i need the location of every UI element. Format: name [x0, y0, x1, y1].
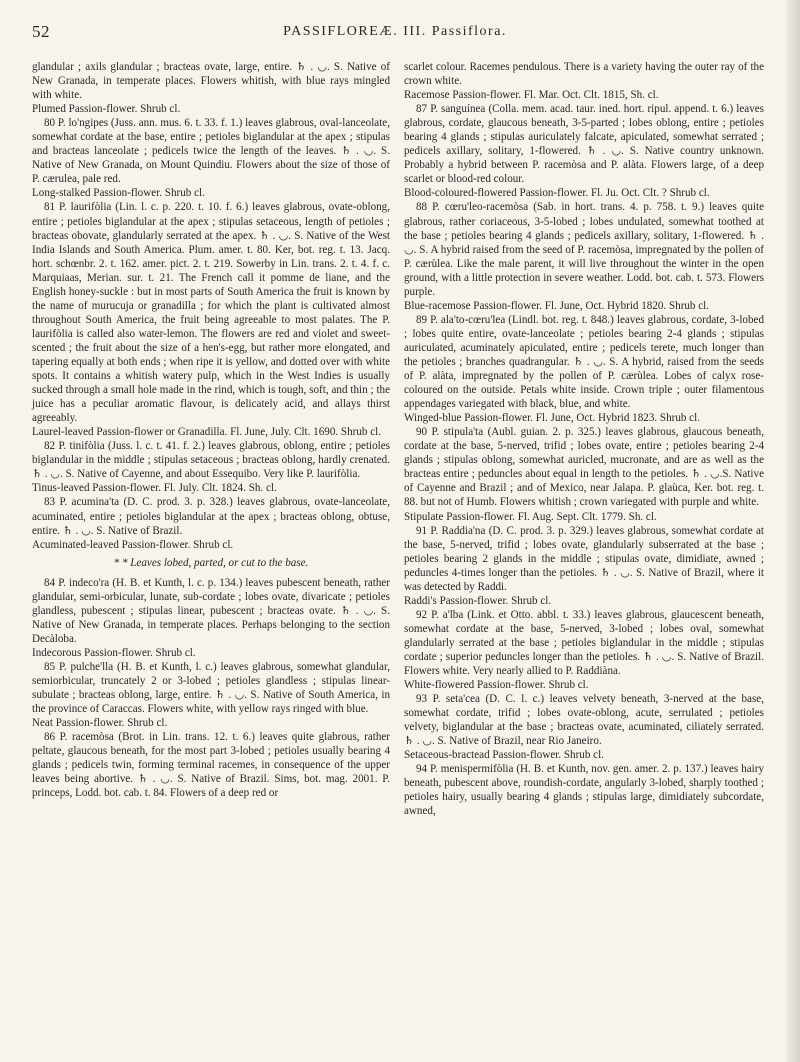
species-entry: 88 P. cœru'leo-racemòsa (Sab. in hort. trans. 4. p. 758. t. 9.) leaves quite glabrous, rather coriaceous, 3-5-lobed ; lobes undulated, somewhat toothed at the base ; petioles bearing 4 glands ; pedicels axillary, solitary, 1-flowered. ♄ . ◡. S. A hybrid raised from the seed of P. racemòsa, impregnated by the pollen of P. cærùlea. Like the male parent, it will live throughout the winter in the open ground, with a little protection in severe weather. Lodd. bot. cab. t. 573. Flowers purple. [404, 201, 764, 298]
species-entry: 81 P. laurifòlia (Lin. l. c. p. 220. t. 10. f. 6.) leaves glabrous, ovate-oblong, entire ; petioles biglandular at the apex ; stipulas setaceous, length of petioles ; bracteas obovate, glandularly serrated at the apex. ♄ . ◡. S. Native of the West India Islands and South America. Plum. amer. t. 80. Ker, bot. reg. t. 13. Jacq. hort. schœnbr. 2. t. 162. amer. pict. 2. t. 219. Sowerby in Lin. trans. 2. t. 4. f. c. Marquiaas, Merian. sur. t. 21. The French call it pomme de liane, and the English honey-suckle : but in most parts of South America the fruit is known by the name of murucuja or granadilla ; for which the plant is cultivated almost throughout South America, the fruit being agreeable to most palates. The P. laurifòlia is called also water-lemon. The flowers are red and violet and sweet-scented ; the fruit about the size of a hen's-egg, but rather more elongated, and tapering equally at both ends ; when ripe it is yellow, and dotted over with white spots. It contains a whitish watery pulp, which in the West Indies is usually sucked through a small hole made in the rind, which is tough, soft, and thin ; the juice has a peculiar aromatic flavour, is delicately acid, and allays thirst agreeably. [32, 201, 390, 425]
page-edge [786, 0, 800, 1062]
species-entry: 85 P. pulche'lla (H. B. et Kunth, l. c.) leaves glabrous, somewhat glandular, semiorbicular, truncately 2 or 3-lobed ; petioles glandless ; stipulas linear-subulate ; bracteas oblong, large, entire. ♄ . ◡. S. Native of South America, in the province of Caraccas. Flowers white, with yellow rays ringed with blue. [32, 660, 390, 716]
entry-continuation: White-flowered Passion-flower. Shrub cl. [404, 679, 589, 692]
running-title: PASSIFLOREÆ. III. Passiflora. [283, 24, 507, 39]
entry-continuation: Neat Passion-flower. Shrub cl. [32, 717, 168, 730]
entry-continuation: Indecorous Passion-flower. Shrub cl. [32, 646, 196, 659]
entry-continuation: Winged-blue Passion-flower. Fl. June, Oct. Hybrid 1823. Shrub cl. [404, 412, 700, 425]
species-entry: 90 P. stipula'ta (Aubl. guian. 2. p. 325.) leaves glabrous, glaucous beneath, cordate at the base, 5-nerved, trifid ; lobes ovate, entire ; petioles bearing 2-4 glands ; stipulas oblong, somewhat auricled, mucronate, and are as well as the bracteas entire ; peduncles about equal in length to the petioles. ♄ . ◡.S. Native of Cayenne and Brazil ; and of Mexico, near Jalapa. P. glaùca, Ker. bot. reg. t. 88. but not of Humb. Flowers whitish ; crown variegated with purple and white. [404, 426, 764, 509]
species-entry: 83 P. acumina'ta (D. C. prod. 3. p. 328.) leaves glabrous, ovate-lanceolate, acuminated, entire ; petioles biglandular at the apex ; bracteas oblong, obtuse, entire. ♄ . ◡. S. Native of Brazil. [32, 496, 390, 537]
entry-continuation: scarlet colour. Racemes pendulous. There is a variety having the outer ray of the crown white. [404, 61, 764, 88]
entry-continuation: Stipulate Passion-flower. Fl. Aug. Sept. Clt. 1779. Sh. cl. [404, 510, 657, 523]
entry-continuation: Blood-coloured-flowered Passion-flower. Fl. Ju. Oct. Clt. ? Shrub cl. [404, 187, 710, 200]
species-entry: 82 P. tinifòlia (Juss. l. c. t. 41. f. 2.) leaves glabrous, oblong, entire ; petioles biglandular in the middle ; stipulas setaceous ; bracteas oblong, hardly crenated. ♄ . ◡. S. Native of Cayenne, and about Essequibo. Very like P. laurifòlia. [32, 440, 390, 481]
species-entry: 80 P. lo'ngipes (Juss. ann. mus. 6. t. 33. f. 1.) leaves glabrous, oval-lanceolate, somewhat cordate at the base, entire ; petioles biglandular at the apex ; stipulas and bracteas lanceolate ; pedicels twice the length of the leaves. ♄ . ◡. S. Native of New Granada, on Mount Quindiu. Flowers about the size of those of P. cærulea, pale red. [32, 117, 390, 186]
entry-continuation: Acuminated-leaved Passion-flower. Shrub cl. [32, 538, 234, 551]
species-entry: 84 P. indeco'ra (H. B. et Kunth, l. c. p. 134.) leaves pubescent beneath, rather glandular, semi-orbicular, lunate, sub-cordate ; lobes ovate, divaricate ; petioles glandless, pubescent ; stipulas linear, pubescent ; bracteas ovate. ♄ . ◡. S. Native of New Granada, in temperate places. Perhaps belonging to the section Decàloba. [32, 576, 390, 645]
entry-continuation: Raddi's Passion-flower. Shrub cl. [404, 594, 552, 607]
entry-continuation: Racemose Passion-flower. Fl. Mar. Oct. Clt. 1815, Sh. cl. [404, 89, 659, 102]
species-entry: 91 P. Raddia'na (D. C. prod. 3. p. 329.) leaves glabrous, somewhat cordate at the base, 5-nerved, trifid ; lobes ovate, glandularly subserrated at the base ; petioles bearing 2 glands in the middle ; stipulas ovate, dimidiate, awned ; peduncles 4-times longer than the petioles. ♄ . ◡. S. Native of Brazil, where it was detected by Raddi. [404, 524, 764, 593]
species-entry: 93 P. seta'cea (D. C. l. c.) leaves velvety beneath, 3-nerved at the base, somewhat cordate, trifid ; lobes ovate-oblong, acute, serrulated ; petioles velvety, biglandular at the base ; bracteas ovate, acuminated, ciliately serrated. ♄ . ◡. S. Native of Brazil, near Rio Janeiro. [404, 693, 764, 748]
page-header [30, 22, 760, 42]
species-entry: 86 P. racemòsa (Brot. in Lin. trans. 12. t. 6.) leaves quite glabrous, rather peltate, glaucous beneath, for the most part 3-lobed ; petioles usually bearing 4 glands ; pedicels twin, forming terminal racemes, in consequence of the upper leaves being abortive. ♄ . ◡. S. Native of Brazil. Sims, bot. mag. 2001. P. princeps, Lodd. bot. cab. t. 84. Flowers of a deep red or [32, 731, 390, 800]
species-entry: 92 P. a'lba (Link. et Otto. abbl. t. 33.) leaves glabrous, glaucescent beneath, somewhat cordate at the base, 5-nerved, 3-lobed ; lobes oval, somewhat glandularly serrated at the base ; petioles biglandular in the middle ; stipulas cordate ; superior peduncles longer than the petioles. ♄ . ◡. S. Native of Brazil. Flowers white. Very nearly allied to P. Raddiàna. [404, 608, 764, 678]
species-entry: 89 P. ala'to-cœru'lea (Lindl. bot. reg. t. 848.) leaves glabrous, cordate, 3-lobed ; lobes quite entire, ovate-lanceolate ; petioles bearing 2-4 glands ; stipulas auriculated, acuminately apiculated, entire ; pedicels terete, much longer than the petioles ; branches quadrangular. ♄ . ◡. S. A hybrid, raised from the seeds of P. alàta, impregnated by the pollen of P. cærùlea. Lobes of calyx rose-coloured on the outside. Petals white inside. Crown triple ; outer filamentous appendages variegated with black, blue, and white. [404, 313, 764, 411]
entry-continuation: Long-stalked Passion-flower. Shrub cl. [32, 187, 205, 200]
entry-continuation: Tinus-leaved Passion-flower. Fl. July. Clt. 1824. Sh. cl. [32, 482, 277, 495]
entry-continuation: Plumed Passion-flower. Shrub cl. [32, 103, 181, 116]
species-entry: 87 P. sanguínea (Colla. mem. acad. taur. ined. hort. ripul. append. t. 6.) leaves glabrous, cordate, glaucous beneath, 3-5-parted ; lobes oblong, entire ; petioles bearing 4 glands ; stipulas auriculately falcate, apiculated, somewhat serrated ; pedicels axillary, solitary, 1-flowered. ♄ . ◡. S. Native country unknown. Probably a hybrid between P. racemòsa and P. alàta. Flowers large, of a deep scarlet or blood-red colour. [404, 103, 764, 186]
entry-continuation: glandular ; axils glandular ; bracteas ovate, large, entire. ♄ . ◡. S. Native of New Granada, in temperate places. Flowers whitish, with blue rays mingled with white. [32, 61, 390, 102]
right-column [404, 60, 764, 819]
entry-continuation: Laurel-leaved Passion-flower or Granadilla. Fl. June, July. Clt. 1690. Shrub cl. [32, 426, 381, 439]
entry-continuation: Blue-racemose Passion-flower. Fl. June, Oct. Hybrid 1820. Shrub cl. [404, 299, 710, 312]
species-entry: 94 P. menispermifòlia (H. B. et Kunth, nov. gen. amer. 2. p. 137.) leaves hairy beneath, pubescent above, roundish-cordate, angularly 3-lobed, sharply toothed ; petioles hairy, usually bearing 4 glands ; stipulas large, dimidiately subcordate, awned, [404, 763, 764, 818]
left-column [32, 60, 390, 800]
section-heading: * * Leaves lobed, parted, or cut to the base. [113, 556, 309, 569]
page-number: 52 [32, 22, 50, 41]
entry-continuation: Setaceous-bractead Passion-flower. Shrub cl. [404, 749, 604, 762]
